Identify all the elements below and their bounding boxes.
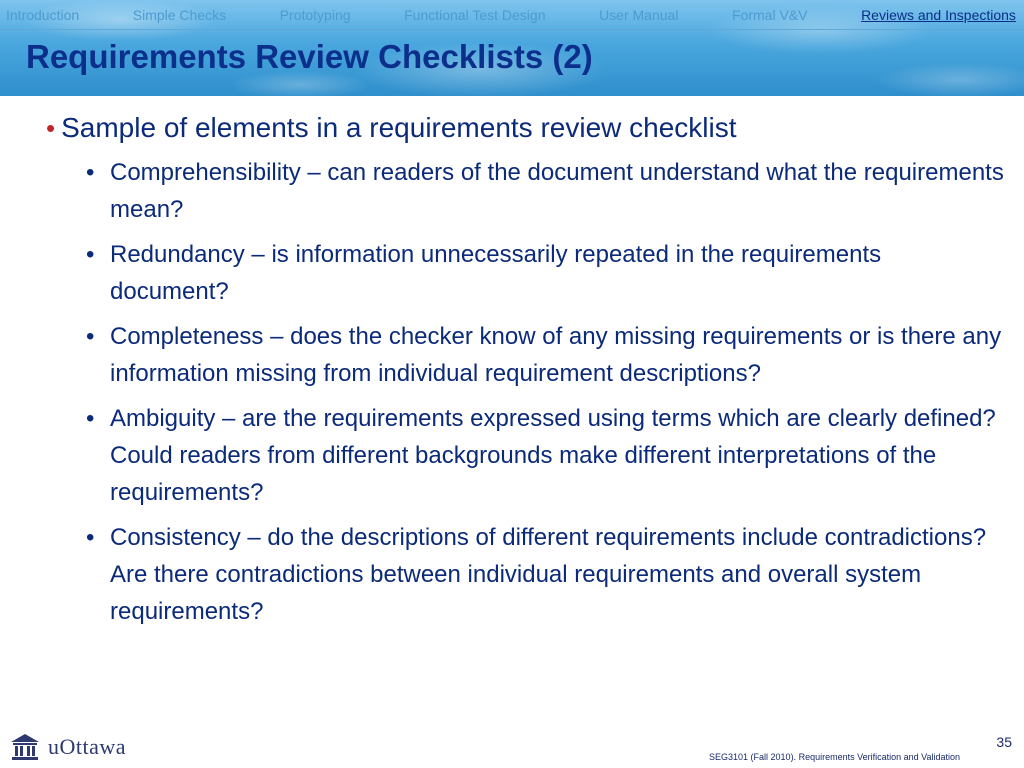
sub-bullet-redundancy: [86, 236, 1006, 310]
slide-title: Requirements Review Checklists (2): [26, 38, 593, 75]
sub-bullet-text: Comprehensibility – can readers of the document understand what the requirements mean?: [110, 159, 1004, 223]
bullet-marker: •: [46, 113, 56, 143]
course-footer: SEG3101 (Fall 2010). Requirements Verification and Validation: [709, 752, 960, 762]
sub-bullet-marker: •: [86, 405, 95, 432]
sub-bullet-list: [86, 154, 1006, 638]
header-banner: [0, 0, 1024, 96]
nav-item-prototyping[interactable]: Prototyping: [279, 6, 351, 23]
sub-bullet-marker: •: [86, 524, 95, 551]
nav-item-formal-vv[interactable]: Formal V&V: [732, 6, 808, 23]
sub-bullet-consistency: [86, 519, 1006, 630]
sub-bullet-ambiguity: [86, 400, 1006, 511]
sub-bullet-marker: •: [86, 323, 95, 350]
sub-bullet-marker: •: [86, 159, 95, 186]
logo-text: uOttawa: [48, 734, 127, 759]
main-bullet: [46, 110, 1006, 146]
section-nav: [0, 0, 1024, 30]
university-building-icon: [10, 733, 40, 761]
nav-item-user-manual[interactable]: User Manual: [599, 6, 679, 23]
nav-item-introduction[interactable]: Introduction: [6, 6, 80, 23]
sub-bullet-text: Redundancy – is information unnecessarily repeated in the requirements document?: [110, 241, 882, 305]
nav-item-simple-checks[interactable]: Simple Checks: [132, 6, 227, 23]
main-bullet-text: Sample of elements in a requirements review checklist: [61, 112, 737, 143]
page-number: 35: [996, 734, 1012, 750]
nav-item-reviews-and-inspections[interactable]: Reviews and Inspections: [861, 6, 1016, 23]
uottawa-logo: [10, 733, 126, 761]
sub-bullet-text: Ambiguity – are the requirements expressed using terms which are clearly defined? Could readers from different backgrounds make different interpretations of the requirements?: [110, 405, 996, 506]
nav-item-functional-test-design[interactable]: Functional Test Design: [404, 6, 546, 23]
sub-bullet-text: Consistency – do the descriptions of different requirements include contradictions? Are there contradictions between individual requirements and overall system requirements?: [110, 524, 987, 625]
sub-bullet-completeness: [86, 318, 1006, 392]
sub-bullet-marker: •: [86, 241, 95, 268]
sub-bullet-comprehensibility: [86, 154, 1006, 228]
sub-bullet-text: Completeness – does the checker know of any missing requirements or is there any information missing from individual requirement descriptions?: [110, 323, 1002, 387]
